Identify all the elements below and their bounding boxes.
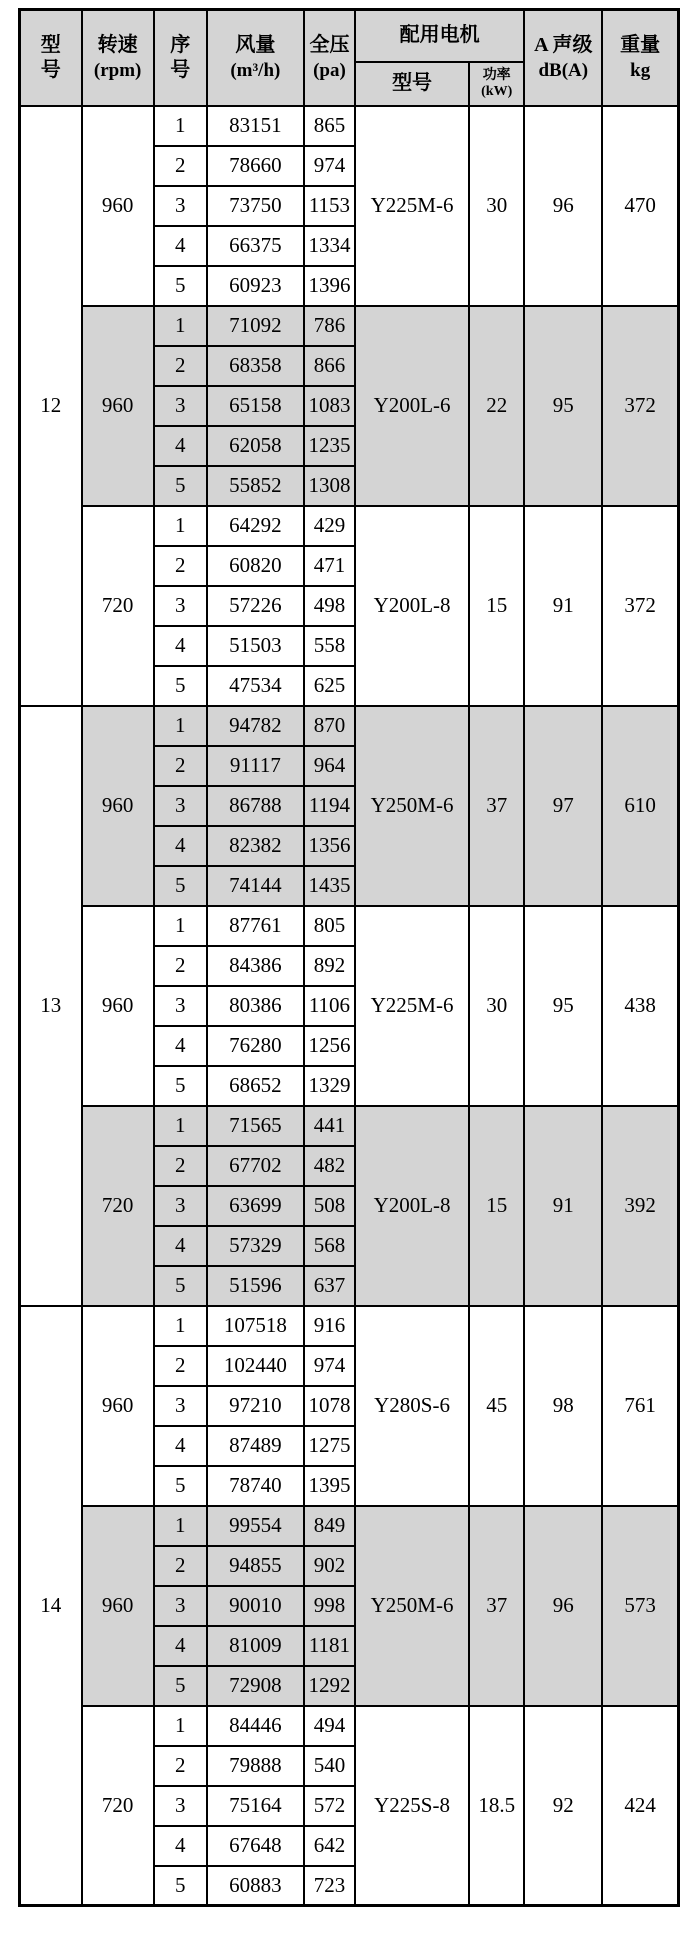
flow-cell: 99554 bbox=[207, 1506, 304, 1546]
col-header-airflow bbox=[207, 10, 304, 106]
seq-cell: 2 bbox=[154, 546, 207, 586]
press-cell: 974 bbox=[304, 146, 355, 186]
flow-cell: 57226 bbox=[207, 586, 304, 626]
press-cell: 482 bbox=[304, 1146, 355, 1186]
seq-cell: 5 bbox=[154, 666, 207, 706]
noise-cell: 96 bbox=[524, 1506, 602, 1706]
seq-cell: 2 bbox=[154, 946, 207, 986]
press-cell: 1356 bbox=[304, 826, 355, 866]
flow-cell: 81009 bbox=[207, 1626, 304, 1666]
flow-cell: 60820 bbox=[207, 546, 304, 586]
power-cell: 15 bbox=[469, 506, 524, 706]
seq-cell: 1 bbox=[154, 506, 207, 546]
press-cell: 637 bbox=[304, 1266, 355, 1306]
press-cell: 805 bbox=[304, 906, 355, 946]
press-cell: 1078 bbox=[304, 1386, 355, 1426]
press-cell: 429 bbox=[304, 506, 355, 546]
flow-cell: 76280 bbox=[207, 1026, 304, 1066]
header-seq-line2: 号 bbox=[170, 58, 191, 81]
fan-spec-table bbox=[18, 8, 680, 1907]
press-cell: 1194 bbox=[304, 786, 355, 826]
table-row bbox=[20, 1106, 679, 1146]
header-pressure-line1: 全压 bbox=[309, 33, 350, 56]
press-cell: 1256 bbox=[304, 1026, 355, 1066]
rpm-cell: 960 bbox=[82, 1506, 154, 1706]
flow-cell: 107518 bbox=[207, 1306, 304, 1346]
weight-cell: 761 bbox=[602, 1306, 678, 1506]
col-header-model bbox=[20, 10, 82, 106]
flow-cell: 94782 bbox=[207, 706, 304, 746]
col-header-power bbox=[469, 62, 524, 106]
flow-cell: 71092 bbox=[207, 306, 304, 346]
motor-cell: Y200L-8 bbox=[355, 506, 469, 706]
header-seq-line1: 序 bbox=[170, 33, 191, 56]
flow-cell: 84446 bbox=[207, 1706, 304, 1746]
header-speed-line2: (rpm) bbox=[93, 59, 142, 81]
press-cell: 1292 bbox=[304, 1666, 355, 1706]
flow-cell: 57329 bbox=[207, 1226, 304, 1266]
seq-cell: 2 bbox=[154, 346, 207, 386]
seq-cell: 3 bbox=[154, 386, 207, 426]
motor-cell: Y225S-8 bbox=[355, 1706, 469, 1906]
noise-cell: 91 bbox=[524, 1106, 602, 1306]
header-weight-line2: kg bbox=[630, 59, 651, 81]
weight-cell: 372 bbox=[602, 306, 678, 506]
press-cell: 441 bbox=[304, 1106, 355, 1146]
flow-cell: 74144 bbox=[207, 866, 304, 906]
seq-cell: 1 bbox=[154, 706, 207, 746]
press-cell: 1181 bbox=[304, 1626, 355, 1666]
flow-cell: 63699 bbox=[207, 1186, 304, 1226]
power-cell: 18.5 bbox=[469, 1706, 524, 1906]
seq-cell: 4 bbox=[154, 1426, 207, 1466]
flow-cell: 84386 bbox=[207, 946, 304, 986]
rpm-cell: 720 bbox=[82, 1706, 154, 1906]
col-header-motor-group bbox=[355, 10, 524, 62]
flow-cell: 65158 bbox=[207, 386, 304, 426]
press-cell: 786 bbox=[304, 306, 355, 346]
noise-cell: 98 bbox=[524, 1306, 602, 1506]
model-cell: 13 bbox=[20, 706, 82, 1306]
rpm-cell: 960 bbox=[82, 706, 154, 906]
seq-cell: 1 bbox=[154, 1106, 207, 1146]
header-row-1 bbox=[20, 10, 679, 62]
flow-cell: 90010 bbox=[207, 1586, 304, 1626]
seq-cell: 4 bbox=[154, 226, 207, 266]
header-pressure-line2: (pa) bbox=[313, 59, 346, 81]
flow-cell: 47534 bbox=[207, 666, 304, 706]
flow-cell: 67648 bbox=[207, 1826, 304, 1866]
press-cell: 508 bbox=[304, 1186, 355, 1226]
press-cell: 866 bbox=[304, 346, 355, 386]
press-cell: 1106 bbox=[304, 986, 355, 1026]
flow-cell: 78740 bbox=[207, 1466, 304, 1506]
header-weight-line1: 重量 bbox=[620, 33, 661, 56]
press-cell: 892 bbox=[304, 946, 355, 986]
seq-cell: 3 bbox=[154, 786, 207, 826]
seq-cell: 4 bbox=[154, 1826, 207, 1866]
noise-cell: 97 bbox=[524, 706, 602, 906]
table-row bbox=[20, 1706, 679, 1746]
flow-cell: 60923 bbox=[207, 266, 304, 306]
header-airflow-line1: 风量 bbox=[235, 33, 276, 56]
power-cell: 15 bbox=[469, 1106, 524, 1306]
rpm-cell: 960 bbox=[82, 306, 154, 506]
flow-cell: 67702 bbox=[207, 1146, 304, 1186]
flow-cell: 78660 bbox=[207, 146, 304, 186]
seq-cell: 2 bbox=[154, 146, 207, 186]
model-cell: 12 bbox=[20, 106, 82, 706]
flow-cell: 91117 bbox=[207, 746, 304, 786]
table-row bbox=[20, 906, 679, 946]
col-header-weight bbox=[602, 10, 678, 106]
flow-cell: 55852 bbox=[207, 466, 304, 506]
header-motor-model-label: 型号 bbox=[392, 72, 433, 94]
header-power-line1: 功率 bbox=[482, 67, 511, 83]
press-cell: 540 bbox=[304, 1746, 355, 1786]
seq-cell: 4 bbox=[154, 626, 207, 666]
model-cell: 14 bbox=[20, 1306, 82, 1906]
seq-cell: 1 bbox=[154, 1706, 207, 1746]
header-model-line1: 型 bbox=[40, 33, 61, 56]
seq-cell: 4 bbox=[154, 826, 207, 866]
table-row bbox=[20, 1506, 679, 1546]
press-cell: 916 bbox=[304, 1306, 355, 1346]
motor-cell: Y200L-6 bbox=[355, 306, 469, 506]
flow-cell: 71565 bbox=[207, 1106, 304, 1146]
press-cell: 870 bbox=[304, 706, 355, 746]
table-row bbox=[20, 1306, 679, 1346]
rpm-cell: 960 bbox=[82, 106, 154, 306]
header-noise-line1: A 声级 bbox=[534, 33, 593, 56]
flow-cell: 87761 bbox=[207, 906, 304, 946]
seq-cell: 2 bbox=[154, 1146, 207, 1186]
press-cell: 964 bbox=[304, 746, 355, 786]
table-body bbox=[20, 106, 679, 1906]
flow-cell: 64292 bbox=[207, 506, 304, 546]
flow-cell: 83151 bbox=[207, 106, 304, 146]
press-cell: 1395 bbox=[304, 1466, 355, 1506]
press-cell: 865 bbox=[304, 106, 355, 146]
weight-cell: 438 bbox=[602, 906, 678, 1106]
col-header-motor-model bbox=[355, 62, 469, 106]
table-header bbox=[20, 10, 679, 106]
power-cell: 30 bbox=[469, 906, 524, 1106]
press-cell: 1329 bbox=[304, 1066, 355, 1106]
weight-cell: 424 bbox=[602, 1706, 678, 1906]
seq-cell: 2 bbox=[154, 1546, 207, 1586]
seq-cell: 4 bbox=[154, 1226, 207, 1266]
flow-cell: 62058 bbox=[207, 426, 304, 466]
power-cell: 45 bbox=[469, 1306, 524, 1506]
seq-cell: 5 bbox=[154, 266, 207, 306]
press-cell: 723 bbox=[304, 1866, 355, 1906]
press-cell: 974 bbox=[304, 1346, 355, 1386]
seq-cell: 4 bbox=[154, 426, 207, 466]
press-cell: 1235 bbox=[304, 426, 355, 466]
header-noise-line2: dB(A) bbox=[538, 59, 589, 81]
header-power-line2: (kW) bbox=[481, 83, 513, 99]
flow-cell: 51596 bbox=[207, 1266, 304, 1306]
motor-cell: Y200L-8 bbox=[355, 1106, 469, 1306]
weight-cell: 573 bbox=[602, 1506, 678, 1706]
power-cell: 37 bbox=[469, 1506, 524, 1706]
press-cell: 572 bbox=[304, 1786, 355, 1826]
flow-cell: 87489 bbox=[207, 1426, 304, 1466]
col-header-seq bbox=[154, 10, 207, 106]
motor-cell: Y225M-6 bbox=[355, 106, 469, 306]
flow-cell: 51503 bbox=[207, 626, 304, 666]
seq-cell: 4 bbox=[154, 1026, 207, 1066]
power-cell: 30 bbox=[469, 106, 524, 306]
press-cell: 902 bbox=[304, 1546, 355, 1586]
seq-cell: 2 bbox=[154, 1746, 207, 1786]
seq-cell: 5 bbox=[154, 1266, 207, 1306]
press-cell: 1396 bbox=[304, 266, 355, 306]
seq-cell: 1 bbox=[154, 906, 207, 946]
flow-cell: 68652 bbox=[207, 1066, 304, 1106]
motor-cell: Y250M-6 bbox=[355, 1506, 469, 1706]
rpm-cell: 960 bbox=[82, 906, 154, 1106]
weight-cell: 392 bbox=[602, 1106, 678, 1306]
seq-cell: 1 bbox=[154, 306, 207, 346]
noise-cell: 91 bbox=[524, 506, 602, 706]
seq-cell: 1 bbox=[154, 106, 207, 146]
flow-cell: 86788 bbox=[207, 786, 304, 826]
press-cell: 498 bbox=[304, 586, 355, 626]
motor-cell: Y280S-6 bbox=[355, 1306, 469, 1506]
table-row bbox=[20, 506, 679, 546]
seq-cell: 1 bbox=[154, 1306, 207, 1346]
flow-cell: 94855 bbox=[207, 1546, 304, 1586]
seq-cell: 5 bbox=[154, 1066, 207, 1106]
table-row bbox=[20, 306, 679, 346]
seq-cell: 5 bbox=[154, 1466, 207, 1506]
flow-cell: 66375 bbox=[207, 226, 304, 266]
seq-cell: 5 bbox=[154, 466, 207, 506]
seq-cell: 5 bbox=[154, 1866, 207, 1906]
seq-cell: 3 bbox=[154, 586, 207, 626]
press-cell: 998 bbox=[304, 1586, 355, 1626]
weight-cell: 610 bbox=[602, 706, 678, 906]
seq-cell: 2 bbox=[154, 1346, 207, 1386]
col-header-noise bbox=[524, 10, 602, 106]
seq-cell: 3 bbox=[154, 1386, 207, 1426]
header-motor-group-label: 配用电机 bbox=[399, 24, 480, 47]
flow-cell: 82382 bbox=[207, 826, 304, 866]
noise-cell: 95 bbox=[524, 906, 602, 1106]
noise-cell: 92 bbox=[524, 1706, 602, 1906]
power-cell: 37 bbox=[469, 706, 524, 906]
press-cell: 471 bbox=[304, 546, 355, 586]
motor-cell: Y225M-6 bbox=[355, 906, 469, 1106]
weight-cell: 372 bbox=[602, 506, 678, 706]
noise-cell: 96 bbox=[524, 106, 602, 306]
header-airflow-line2: (m³/h) bbox=[230, 59, 281, 81]
noise-cell: 95 bbox=[524, 306, 602, 506]
press-cell: 1083 bbox=[304, 386, 355, 426]
press-cell: 1153 bbox=[304, 186, 355, 226]
press-cell: 1308 bbox=[304, 466, 355, 506]
press-cell: 625 bbox=[304, 666, 355, 706]
seq-cell: 3 bbox=[154, 986, 207, 1026]
seq-cell: 3 bbox=[154, 1586, 207, 1626]
rpm-cell: 720 bbox=[82, 506, 154, 706]
header-model-line2: 号 bbox=[40, 58, 61, 81]
press-cell: 1275 bbox=[304, 1426, 355, 1466]
flow-cell: 97210 bbox=[207, 1386, 304, 1426]
seq-cell: 5 bbox=[154, 866, 207, 906]
seq-cell: 2 bbox=[154, 746, 207, 786]
flow-cell: 80386 bbox=[207, 986, 304, 1026]
seq-cell: 1 bbox=[154, 1506, 207, 1546]
col-header-pressure bbox=[304, 10, 355, 106]
flow-cell: 60883 bbox=[207, 1866, 304, 1906]
header-speed-line1: 转速 bbox=[97, 33, 138, 56]
press-cell: 568 bbox=[304, 1226, 355, 1266]
power-cell: 22 bbox=[469, 306, 524, 506]
flow-cell: 79888 bbox=[207, 1746, 304, 1786]
press-cell: 1435 bbox=[304, 866, 355, 906]
press-cell: 642 bbox=[304, 1826, 355, 1866]
motor-cell: Y250M-6 bbox=[355, 706, 469, 906]
press-cell: 494 bbox=[304, 1706, 355, 1746]
weight-cell: 470 bbox=[602, 106, 678, 306]
seq-cell: 5 bbox=[154, 1666, 207, 1706]
table-row bbox=[20, 106, 679, 146]
seq-cell: 4 bbox=[154, 1626, 207, 1666]
rpm-cell: 720 bbox=[82, 1106, 154, 1306]
seq-cell: 3 bbox=[154, 1786, 207, 1826]
flow-cell: 68358 bbox=[207, 346, 304, 386]
flow-cell: 102440 bbox=[207, 1346, 304, 1386]
col-header-speed bbox=[82, 10, 154, 106]
press-cell: 558 bbox=[304, 626, 355, 666]
flow-cell: 75164 bbox=[207, 1786, 304, 1826]
flow-cell: 72908 bbox=[207, 1666, 304, 1706]
seq-cell: 3 bbox=[154, 1186, 207, 1226]
press-cell: 1334 bbox=[304, 226, 355, 266]
table-row bbox=[20, 706, 679, 746]
press-cell: 849 bbox=[304, 1506, 355, 1546]
flow-cell: 73750 bbox=[207, 186, 304, 226]
seq-cell: 3 bbox=[154, 186, 207, 226]
rpm-cell: 960 bbox=[82, 1306, 154, 1506]
